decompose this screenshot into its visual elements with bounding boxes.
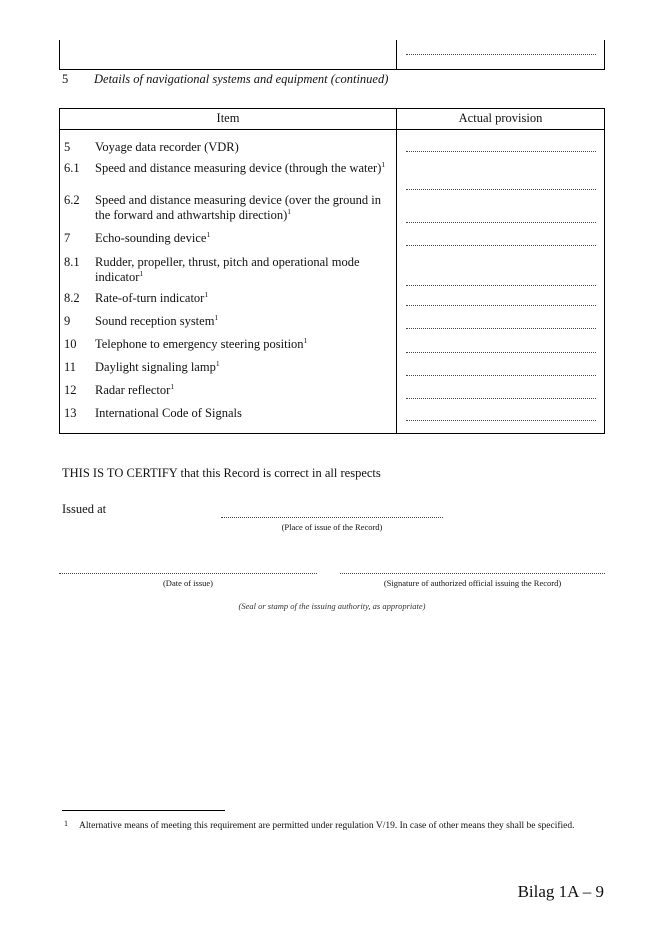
row-provision-line <box>406 189 596 190</box>
row-provision-line <box>406 352 596 353</box>
row-number: 6.2 <box>64 193 80 207</box>
row-item: Sound reception system$^1$ <box>95 312 219 328</box>
row-provision-line <box>406 285 596 286</box>
row-provision-line <box>406 245 596 246</box>
section-heading <box>62 72 388 87</box>
row-number: 13 <box>64 406 77 420</box>
row-item: Speed and distance measuring device (over the ground in the forward and athwartship direction)$^1$ <box>95 193 382 222</box>
column-divider <box>396 109 397 433</box>
row-item: Daylight signaling lamp$^1$ <box>95 358 220 374</box>
row-number: 10 <box>64 337 77 351</box>
footnote-mark: 1 <box>64 819 68 828</box>
section-number: 5 <box>62 72 69 86</box>
row-number: 11 <box>64 360 77 374</box>
equipment-table <box>59 108 605 434</box>
column-divider <box>396 40 397 69</box>
row-item: Echo-sounding device$^1$ <box>95 229 211 245</box>
row-provision-line <box>406 151 596 152</box>
certify-statement: THIS IS TO CERTIFY that this Record is correct in all respects <box>62 466 381 480</box>
row-number: 5 <box>64 140 71 154</box>
row-item: Voyage data recorder (VDR) <box>95 140 239 154</box>
header-item: Item <box>216 111 240 125</box>
signature-caption: (Signature of authorized official issuing the Record) <box>383 578 562 588</box>
date-of-issue-field[interactable] <box>59 573 317 574</box>
row-number: 9 <box>64 314 71 328</box>
row-provision-line <box>406 420 596 421</box>
row-provision-line <box>406 222 596 223</box>
date-of-issue-caption: (Date of issue) <box>162 578 214 588</box>
row-item: Rudder, propeller, thrust, pitch and operational mode indicator$^1$ <box>95 255 360 284</box>
seal-caption: (Seal or stamp of the issuing authority, as appropriate) <box>238 601 426 611</box>
row-item: Rate-of-turn indicator$^1$ <box>95 289 209 305</box>
row-number: 7 <box>64 231 71 245</box>
previous-table-fragment <box>59 40 605 70</box>
row-provision-line <box>406 398 596 399</box>
place-of-issue-caption: (Place of issue of the Record) <box>281 522 383 532</box>
header-actual-provision: Actual provision <box>458 111 543 125</box>
row-number: 8.2 <box>64 291 80 305</box>
header-rule <box>60 129 604 130</box>
row-number: 8.1 <box>64 255 80 269</box>
footnote-text: Alternative means of meeting this requirement are permitted under regulation V/19. In case of other means they shall be specified. <box>79 821 575 831</box>
row-item: International Code of Signals <box>95 406 242 420</box>
section-title: Details of navigational systems and equipment (continued) <box>94 72 389 86</box>
row-item: Telephone to emergency steering position$^1$ <box>95 335 308 351</box>
place-of-issue-field[interactable] <box>221 517 443 518</box>
row-item: Speed and distance measuring device (through the water)$^1$ <box>95 159 386 175</box>
issued-at-label: Issued at <box>62 502 107 516</box>
row-number: 6.1 <box>64 161 80 175</box>
row-provision-line <box>406 305 596 306</box>
provision-dotted-line <box>406 54 596 55</box>
row-provision-line <box>406 375 596 376</box>
footnote-rule <box>62 810 225 811</box>
row-provision-line <box>406 328 596 329</box>
signature-field[interactable] <box>340 573 605 574</box>
row-item: Radar reflector$^1$ <box>95 381 175 397</box>
row-number: 12 <box>64 383 77 397</box>
page-label: Bilag 1A – 9 <box>517 882 604 901</box>
